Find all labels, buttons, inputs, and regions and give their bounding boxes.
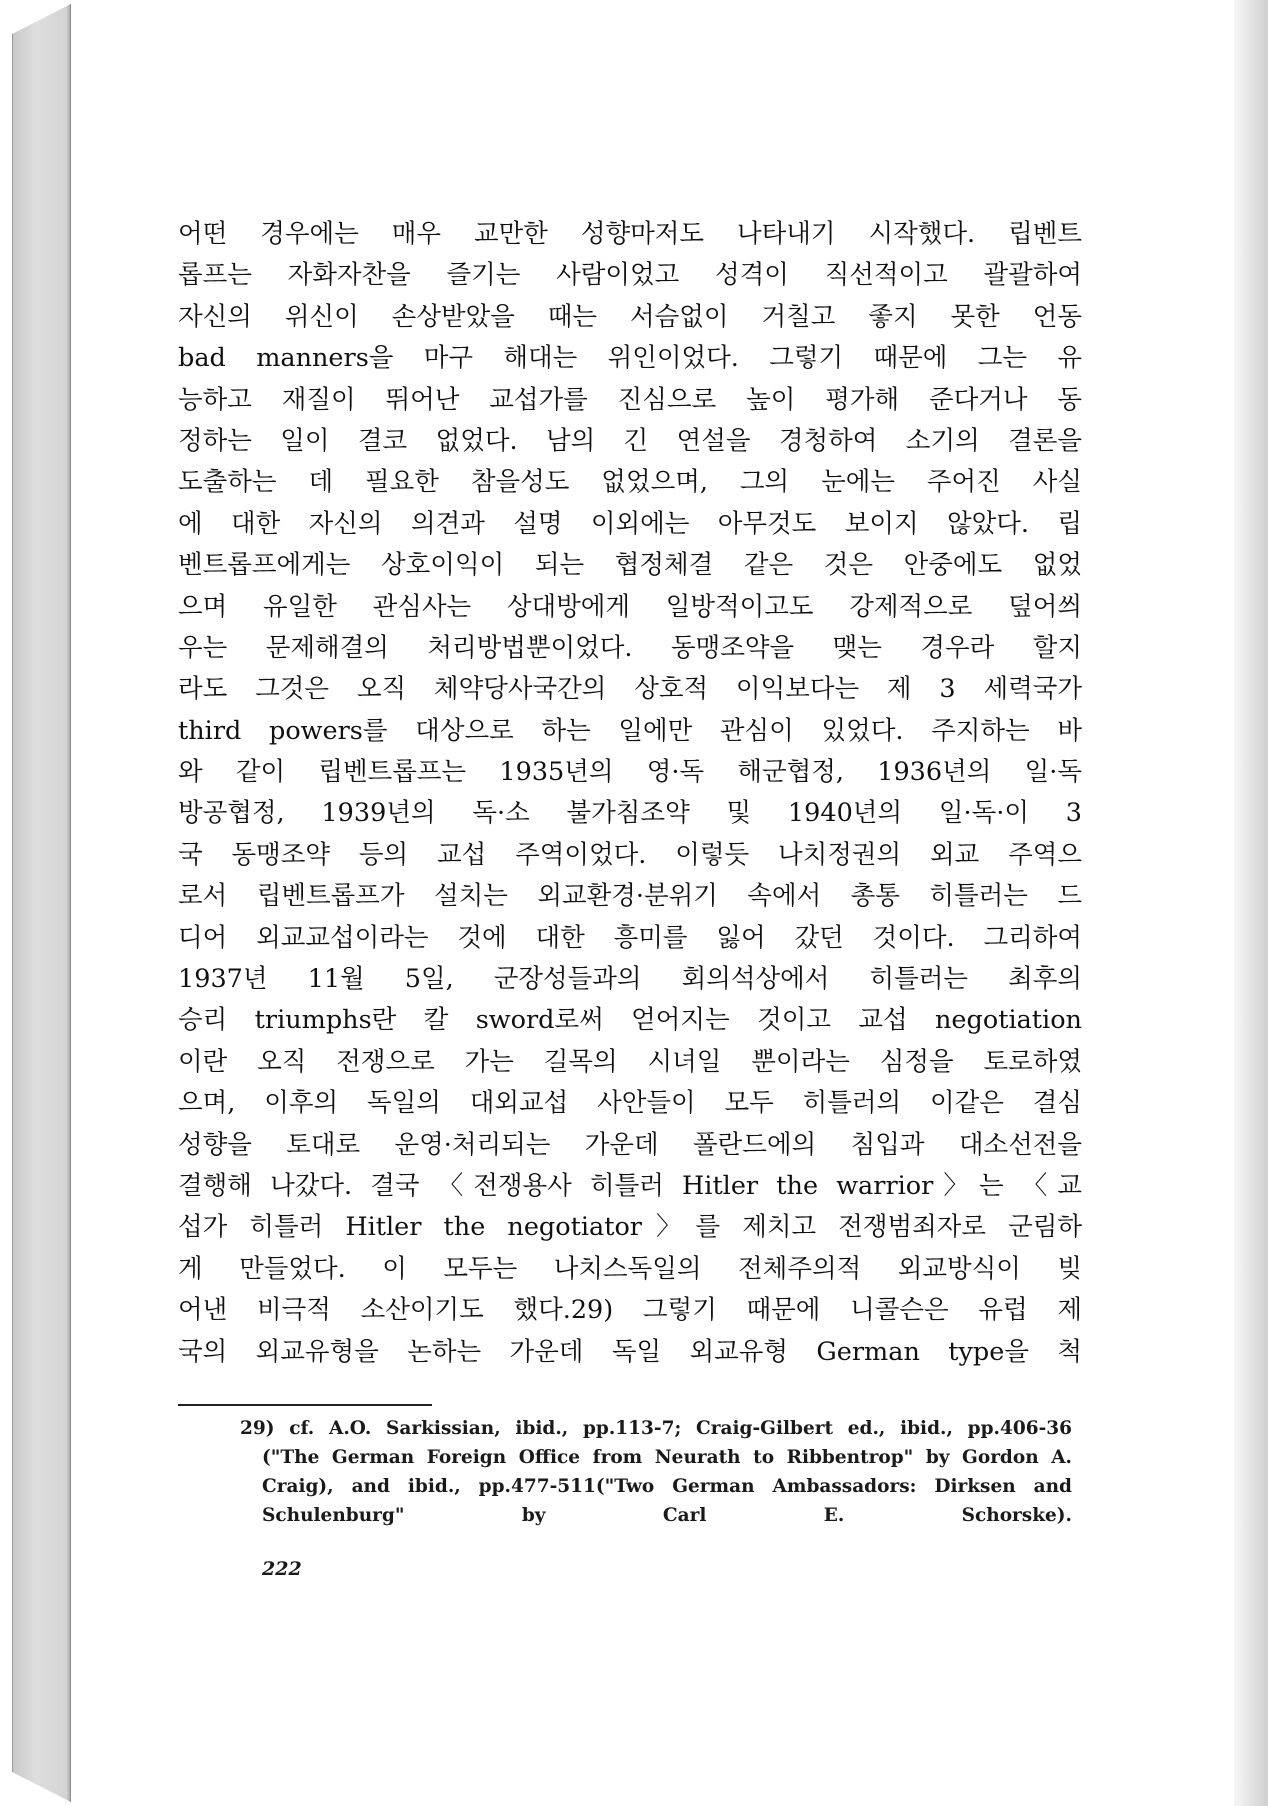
body-line: 도출하는 데 필요한 참을성도 없었으며, 그의 눈에는 주어진 사실 <box>178 467 1082 498</box>
body-line: 벤트롭프에게는 상호이익이 되는 협정체결 같은 것은 안중에도 없었 <box>178 550 1082 581</box>
body-line: 롭프는 자화자찬을 즐기는 사람이었고 성격이 직선적이고 괄괄하여 <box>178 260 1082 291</box>
body-line: 어떤 경우에는 매우 교만한 성향마저도 나타내기 시작했다. 립벤트 <box>178 219 1082 249</box>
body-line: 으며 유일한 관심사는 상대방에게 일방적이고도 강제적으로 덮어씌 <box>178 591 1082 622</box>
body-line: 능하고 재질이 뛰어난 교섭가를 진심으로 높이 평가해 준다거나 동 <box>178 384 1082 415</box>
body-line: 국 동맹조약 등의 교섭 주역이었다. 이렇듯 나치정권의 외교 주역으 <box>178 839 1082 870</box>
body-line: 에 대한 자신의 의견과 설명 이외에는 아무것도 보이지 않았다. 립 <box>178 508 1082 539</box>
body-line: 정하는 일이 결코 없었다. 남의 긴 연설을 경청하여 소기의 결론을 <box>178 425 1082 456</box>
body-line: 우는 문제해결의 처리방법뿐이었다. 동맹조약을 맺는 경우라 할지 <box>178 632 1082 663</box>
body-line: 라도 그것은 오직 체약당사국간의 상호적 이익보다는 제 3 세력국가 <box>178 674 1082 705</box>
footnote-line: Schulenburg" by Carl E. Schorske). <box>262 1505 1072 1526</box>
body-line: 으며, 이후의 독일의 대외교섭 사안들이 모두 히틀러의 이같은 결심 <box>178 1088 1082 1119</box>
footnote-line: 29) cf. A.O. Sarkissian, ibid., pp.113-7; Craig-Gilbert ed., ibid., pp.406-36 <box>240 1418 1072 1439</box>
body-line: 국의 외교유형을 논하는 가운데 독일 외교유형 German type을 척 <box>178 1336 1082 1367</box>
body-line: 승리 triumphs란 칼 sword로써 얻어지는 것이고 교섭 negotiation <box>178 1005 1082 1036</box>
body-line: 결행해 나갔다. 결국 〈전쟁용사 히틀러 Hitler the warrior〉는 〈교 <box>178 1170 1082 1201</box>
body-line: 로서 립벤트롭프가 설치는 외교환경·분위기 속에서 총통 히틀러는 드 <box>178 881 1082 912</box>
body-line: 방공협정, 1939년의 독·소 불가침조약 및 1940년의 일·독·이 3 <box>178 798 1082 829</box>
page-edge <box>1234 0 1268 1806</box>
body-line: bad manners을 마구 해대는 위인이었다. 그렇기 때문에 그는 유 <box>178 343 1082 374</box>
body-line: third powers를 대상으로 하는 일에만 관심이 있었다. 주지하는 바 <box>178 715 1082 746</box>
body-line: 섭가 히틀러 Hitler the negotiator〉를 제치고 전쟁범죄자로 군림하 <box>178 1212 1082 1243</box>
body-line: 어낸 비극적 소산이기도 했다.29) 그렇기 때문에 니콜슨은 유럽 제 <box>178 1295 1082 1326</box>
body-line: 이란 오직 전쟁으로 가는 길목의 시녀일 뿐이라는 심정을 토로하였 <box>178 1046 1082 1077</box>
footnotes <box>240 1414 1072 1530</box>
body-line: 게 만들었다. 이 모두는 나치스독일의 전체주의적 외교방식이 빚 <box>178 1253 1082 1284</box>
body-line: 1937년 11월 5일, 군장성들과의 회의석상에서 히틀러는 최후의 <box>178 964 1082 995</box>
page-number: 222 <box>262 1558 302 1580</box>
body-line: 디어 외교교섭이라는 것에 대한 흥미를 잃어 갔던 것이다. 그리하여 <box>178 922 1082 953</box>
body-line: 성향을 토대로 운영·처리되는 가운데 폴란드에의 침입과 대소선전을 <box>178 1129 1082 1160</box>
body-text <box>178 214 1082 1373</box>
footnote-line: Craig), and ibid., pp.477-511("Two German Ambassadors: Dirksen and <box>262 1476 1072 1497</box>
footnote-divider <box>178 1404 432 1406</box>
footnote-line: ("The German Foreign Office from Neurath to Ribbentrop" by Gordon A. <box>262 1447 1072 1468</box>
body-line: 자신의 위신이 손상받았을 때는 서슴없이 거칠고 좋지 못한 언동 <box>178 301 1082 332</box>
book-spine <box>12 4 71 1802</box>
body-line: 와 같이 립벤트롭프는 1935년의 영·독 해군협정, 1936년의 일·독 <box>178 757 1082 788</box>
